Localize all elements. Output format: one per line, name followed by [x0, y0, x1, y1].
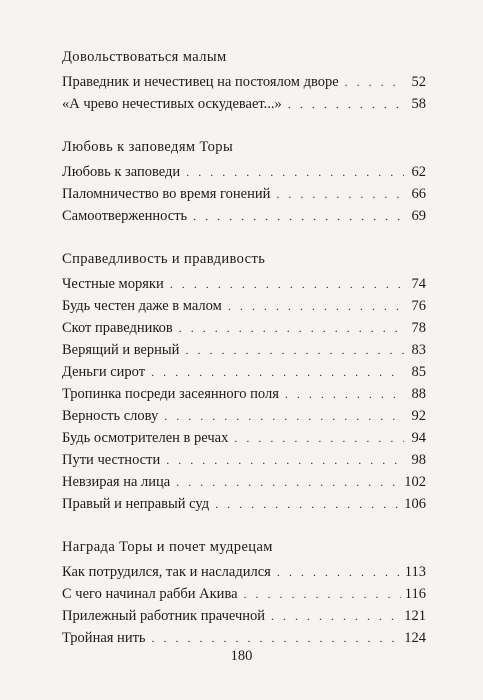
entry-title: Тройная нить — [62, 630, 146, 646]
entry-title: Паломничество во время гонений — [62, 186, 271, 202]
dot-leader — [288, 93, 404, 115]
entry-page: 58 — [411, 96, 426, 112]
toc-entry — [62, 449, 426, 471]
entry-title: Любовь к заповеди — [62, 164, 181, 180]
entry-title: Будь честен даже в малом — [62, 298, 222, 314]
dot-leader — [228, 295, 404, 317]
toc-section — [62, 249, 426, 515]
entry-title: Как потрудился, так и насладился — [62, 564, 271, 580]
section-title: Любовь к заповедям Торы — [62, 139, 234, 155]
entry-page: 124 — [404, 630, 426, 646]
dot-leader — [285, 383, 404, 405]
toc-entry — [62, 339, 426, 361]
entry-title: «А чрево нечестивых оскудевает...» — [62, 96, 282, 112]
section-title: Справедливость и правдивость — [62, 251, 266, 267]
entry-title: Скот праведников — [62, 320, 173, 336]
entry-title: Верящий и верный — [62, 342, 180, 358]
entry-page: 98 — [411, 452, 426, 468]
toc-entry — [62, 561, 426, 583]
dot-leader — [179, 317, 404, 339]
toc-entry — [62, 71, 426, 93]
entry-page: 92 — [411, 408, 426, 424]
toc-entry — [62, 161, 426, 183]
entry-page: 74 — [411, 276, 426, 292]
toc-entry — [62, 493, 426, 515]
entry-page: 52 — [411, 74, 426, 90]
entry-page: 62 — [411, 164, 426, 180]
entry-title: Деньги сирот — [62, 364, 146, 380]
entry-page: 113 — [404, 564, 426, 580]
dot-leader — [215, 493, 400, 515]
table-of-contents — [62, 47, 426, 671]
section-title: Довольствоваться малым — [62, 49, 227, 65]
toc-entry — [62, 627, 426, 649]
toc-entry — [62, 205, 426, 227]
dot-leader — [276, 183, 404, 205]
toc-entry — [62, 361, 426, 383]
entry-page: 85 — [411, 364, 426, 380]
toc-entry — [62, 383, 426, 405]
entry-page: 78 — [411, 320, 426, 336]
dot-leader — [345, 71, 404, 93]
section-title: Награда Торы и почет мудрецам — [62, 539, 273, 555]
entry-page: 94 — [411, 430, 426, 446]
entry-page: 66 — [411, 186, 426, 202]
dot-leader — [185, 339, 404, 361]
toc-entry — [62, 295, 426, 317]
entry-page: 121 — [404, 608, 426, 624]
dot-leader — [234, 427, 404, 449]
entry-title: Праведник и нечестивец на постоялом дворе — [62, 74, 339, 90]
toc-section — [62, 537, 426, 649]
dot-leader — [186, 161, 404, 183]
toc-entry — [62, 583, 426, 605]
entry-title: Прилежный работник прачечной — [62, 608, 265, 624]
entry-title: Будь осмотрителен в речах — [62, 430, 229, 446]
toc-entry — [62, 605, 426, 627]
dot-leader — [244, 583, 401, 605]
dot-leader — [170, 273, 404, 295]
dot-leader — [277, 561, 401, 583]
entry-page: 69 — [411, 208, 426, 224]
dot-leader — [176, 471, 400, 493]
page-number: 180 — [230, 648, 253, 664]
entry-page: 116 — [404, 586, 426, 602]
toc-entry — [62, 93, 426, 115]
entry-page: 102 — [404, 474, 426, 490]
toc-entry — [62, 317, 426, 339]
entry-page: 106 — [404, 496, 426, 512]
entry-title: Тропинка посреди засеянного поля — [62, 386, 279, 402]
dot-leader — [164, 405, 404, 427]
toc-section — [62, 47, 426, 115]
toc-entry — [62, 471, 426, 493]
toc-entry — [62, 405, 426, 427]
dot-leader — [271, 605, 400, 627]
toc-section — [62, 137, 426, 227]
entry-title: Правый и неправый суд — [62, 496, 210, 512]
entry-title: Пути честности — [62, 452, 161, 468]
entry-page: 76 — [411, 298, 426, 314]
entry-page: 88 — [411, 386, 426, 402]
dot-leader — [152, 627, 401, 649]
toc-entry — [62, 273, 426, 295]
entry-page: 83 — [411, 342, 426, 358]
toc-entry — [62, 427, 426, 449]
dot-leader — [151, 361, 404, 383]
dot-leader — [193, 205, 404, 227]
toc-entry — [62, 183, 426, 205]
entry-title: Невзирая на лица — [62, 474, 171, 490]
entry-title: С чего начинал рабби Акива — [62, 586, 238, 602]
entry-title: Самоотверженность — [62, 208, 188, 224]
dot-leader — [166, 449, 404, 471]
entry-title: Верность слову — [62, 408, 159, 424]
entry-title: Честные моряки — [62, 276, 164, 292]
